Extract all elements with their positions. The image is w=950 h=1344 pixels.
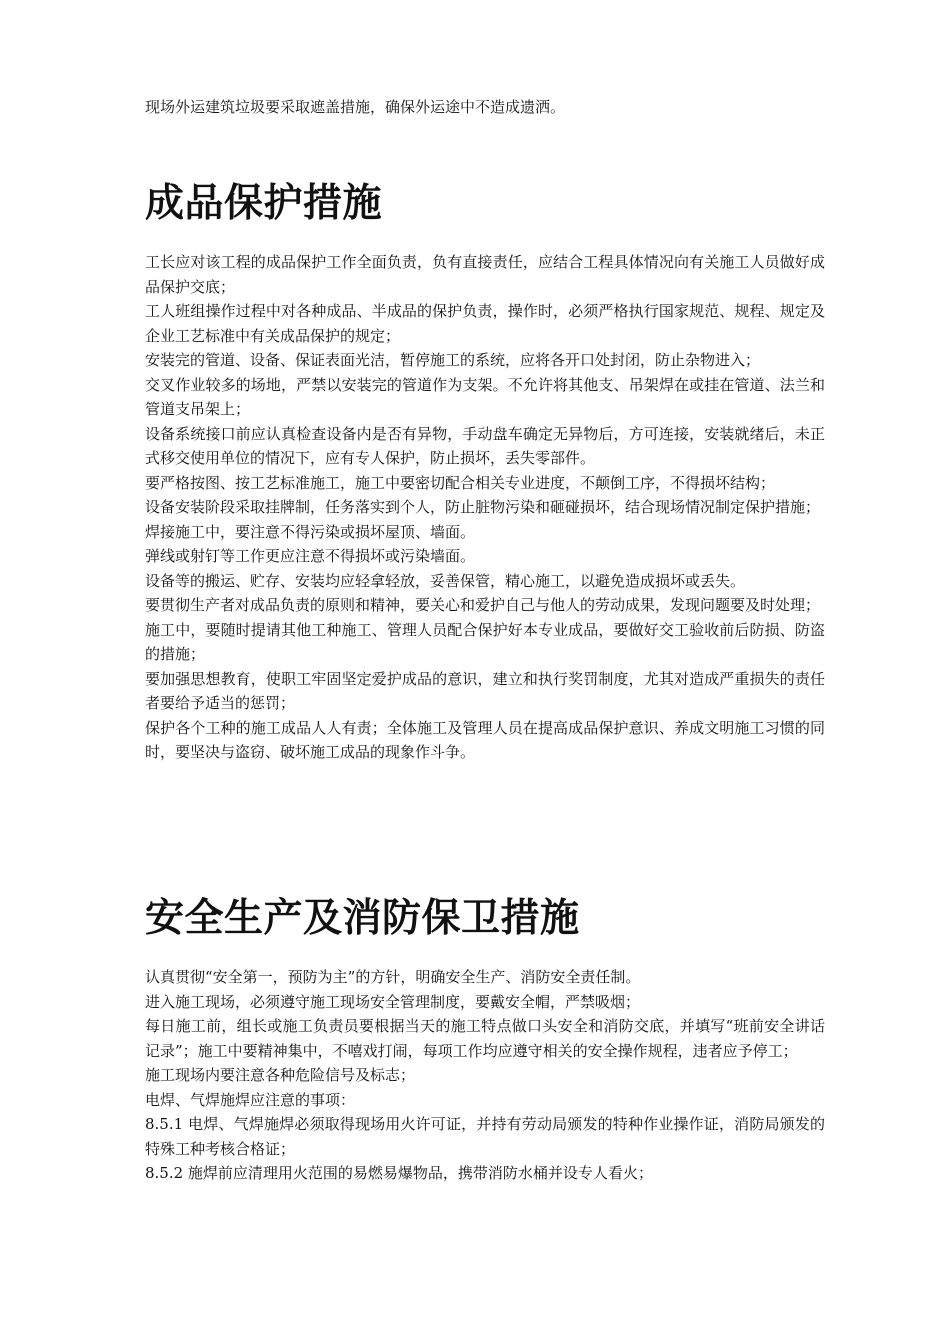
paragraph: 工长应对该工程的成品保护工作全面负责，负有直接责任，应结合工程具体情况向有关施工人员做好成品保护交底； <box>145 253 825 296</box>
paragraph: 进入施工现场，必须遵守施工现场安全管理制度，要戴安全帽，严禁吸烟； <box>145 992 641 1011</box>
section-heading-finished-product-protection: 成品保护措施 <box>145 180 383 226</box>
paragraph: 设备安装阶段采取挂牌制，任务落实到个人，防止脏物污染和砸碰损坏，结合现场情况制定保护措施； <box>145 498 821 516</box>
paragraph: 设备等的搬运、贮存、安装均应轻拿轻放，妥善保管，精心施工，以避免造成损坏或丢失。 <box>145 571 746 590</box>
paragraph: 电焊、气焊施焊应注意的事项： <box>145 1090 356 1109</box>
paragraph: 认真贯彻“安全第一，预防为主”的方针，明确安全生产、消防安全责任制。 <box>145 968 641 986</box>
paragraph: 安装完的管道、设备、保证表面光洁，暂停施工的系统，应将各开口处封闭，防止杂物进入； <box>145 351 761 369</box>
paragraph: 工人班组操作过程中对各种成品、半成品的保护负责，操作时，必须严格执行国家规范、规程、规定及企业工艺标准中有关成品保护的规定； <box>145 302 825 345</box>
intro-paragraph: 现场外运建筑垃圾要采取遮盖措施，确保外运途中不造成遗洒。 <box>145 98 566 116</box>
paragraph: 8.5.1 电焊、气焊施焊必须取得现场用火许可证，并持有劳动局颁发的特种作业操作证，消防局颁发的特殊工种考核合格证； <box>145 1115 825 1158</box>
paragraph: 施工中，要随时提请其他工种施工、管理人员配合保护好本专业成品，要做好交工验收前后防损、防盗的措施； <box>145 620 825 663</box>
paragraph: 要加强思想教育，使职工牢固坚定爱护成品的意识，建立和执行奖罚制度，尤其对造成严重损失的责任者要给予适当的惩罚； <box>145 669 825 712</box>
paragraph: 设备系统接口前应认真检查设备内是否有异物，手动盘车确定无异物后，方可连接，安装就绪后，未正式移交使用单位的情况下，应有专人保护，防止损坏，丢失零部件。 <box>145 424 825 467</box>
paragraph: 要严格按图、按工艺标准施工，施工中要密切配合相关专业进度，不颠倒工序，不得损坏结构； <box>145 473 776 492</box>
section-heading-safety-and-fire-protection: 安全生产及消防保卫措施 <box>145 895 580 941</box>
section-finished-product-protection-body <box>145 250 825 765</box>
paragraph: 8.5.2 施焊前应清理用火范围的易燃易爆物品，携带消防水桶并设专人看火； <box>145 1164 653 1182</box>
paragraph: 交叉作业较多的场地，严禁以安装完的管道作为支架。不允许将其他支、吊架焊在或挂在管道、法兰和管道支吊架上； <box>145 375 825 418</box>
paragraph: 弹线或射钉等工作更应注意不得损坏或污染墙面。 <box>145 547 476 565</box>
paragraph: 保护各个工种的施工成品人人有责；全体施工及管理人员在提高成品保护意识、养成文明施工习惯的同时，要坚决与盗窃、破坏施工成品的现象作斗争。 <box>145 718 825 761</box>
paragraph: 每日施工前，组长或施工负责员要根据当天的施工特点做口头安全和消防交底，并填写“班前安全讲话记录”；施工中要精神集中，不嘻戏打闹，每项工作均应遵守相关的安全操作规程，违者应予停工； <box>145 1017 825 1060</box>
paragraph: 要贯彻生产者对成品负责的原则和精神，要关心和爱护自己与他人的劳动成果，发现问题要及时处理； <box>145 596 821 614</box>
section-safety-and-fire-protection-body <box>145 965 825 1186</box>
paragraph: 焊接施工中，要注意不得污染或损坏屋顶、墙面。 <box>145 522 476 541</box>
paragraph: 施工现场内要注意各种危险信号及标志； <box>145 1066 416 1084</box>
